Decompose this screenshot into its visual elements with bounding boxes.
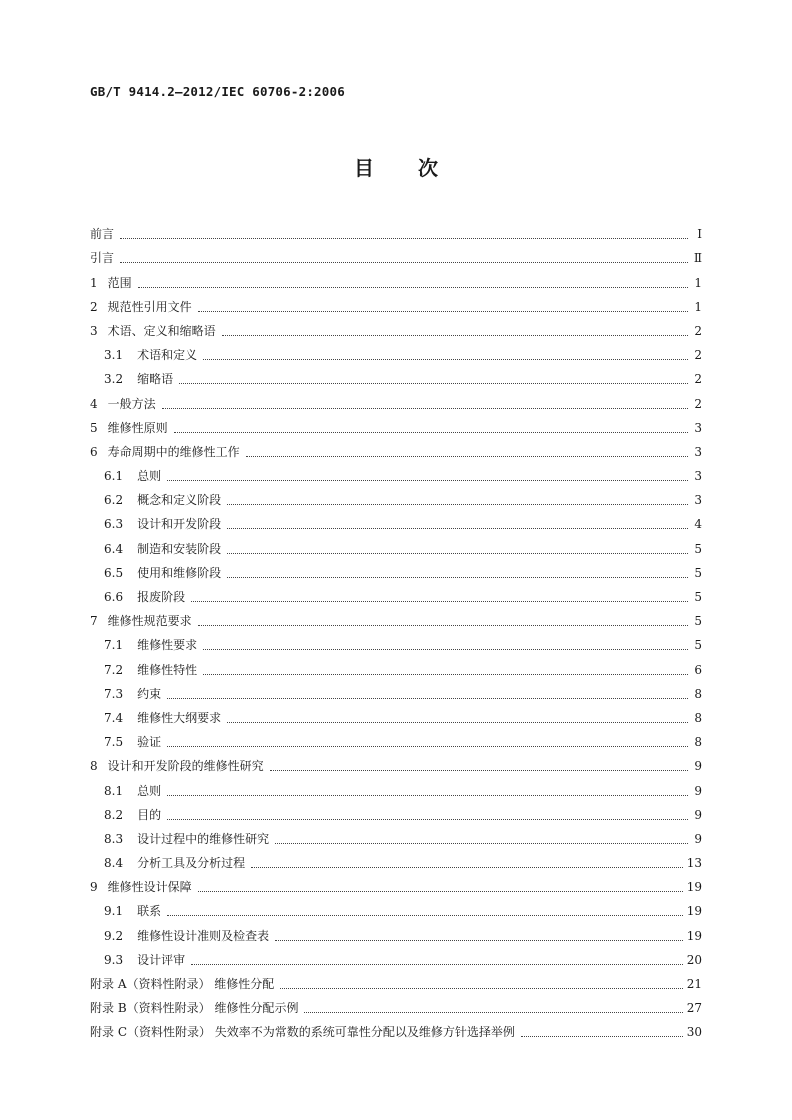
toc-entry-page: 19 <box>686 928 702 943</box>
toc-entry-page: 8 <box>694 735 702 750</box>
toc-entry-page: 9 <box>694 831 702 846</box>
toc-entry-number: 4 <box>90 396 98 411</box>
toc-entry-label <box>104 686 161 702</box>
toc-entry[interactable] <box>90 702 702 726</box>
toc-entry-number: 1 <box>90 275 98 290</box>
toc-entry-page: 3 <box>694 469 702 484</box>
toc-entry-number: 9 <box>90 880 98 895</box>
toc-entry-label <box>104 710 221 726</box>
toc-entry-number: 3.1 <box>104 348 124 363</box>
dot-leader <box>198 310 688 312</box>
toc-entry-label <box>104 662 197 678</box>
dot-leader <box>275 842 688 844</box>
toc-entry-number: 8.1 <box>104 783 124 798</box>
toc-entry[interactable] <box>90 750 702 774</box>
toc-entry-number: 7.5 <box>104 735 124 750</box>
toc-entry-number: 6 <box>90 444 98 459</box>
toc-entry-label <box>90 420 168 436</box>
toc-entry-label <box>104 565 221 581</box>
dot-leader <box>227 552 688 554</box>
toc-entry-page: 27 <box>686 1001 702 1016</box>
dot-leader <box>138 286 688 288</box>
dot-leader <box>191 600 688 602</box>
dot-leader <box>198 890 683 892</box>
toc-entry-text: 总则 <box>137 783 162 798</box>
dot-leader <box>227 721 688 723</box>
toc-entry-page: 1 <box>694 299 702 314</box>
toc-entry-label <box>104 637 197 653</box>
toc-entry-page: 5 <box>694 590 702 604</box>
dot-leader <box>162 407 688 409</box>
toc-entry-text: 前言 <box>90 227 115 242</box>
toc-entry-label <box>104 347 197 363</box>
dot-leader <box>179 382 688 384</box>
dot-leader <box>120 261 688 263</box>
toc-entry[interactable] <box>90 944 702 968</box>
toc-entry-page: 2 <box>694 396 702 411</box>
toc-entry[interactable] <box>90 436 702 460</box>
toc-entry[interactable] <box>90 774 702 798</box>
toc-entry-label <box>104 589 185 605</box>
toc-entry-page: 13 <box>686 856 702 871</box>
toc-entry[interactable] <box>90 339 702 363</box>
toc-entry[interactable] <box>90 1016 702 1040</box>
toc-entry-text: 附录 B（资料性附录） 维修性分配示例 <box>90 1001 299 1016</box>
toc-entry-label <box>104 855 245 871</box>
toc-entry-number: 7 <box>90 614 98 629</box>
toc-entry-label <box>104 492 221 508</box>
toc-entry-page: 8 <box>694 686 702 701</box>
toc-entry-text: 缩略语 <box>137 372 174 387</box>
toc-entry-label <box>104 903 161 919</box>
dot-leader <box>275 939 683 941</box>
toc-entry-page: 6 <box>694 662 702 677</box>
toc-entry-text: 术语和定义 <box>137 348 198 363</box>
dot-leader <box>246 455 688 457</box>
toc-entry-page: 3 <box>694 420 702 435</box>
toc-entry-number: 7.4 <box>104 710 124 725</box>
toc-entry[interactable] <box>90 605 702 629</box>
toc-entry[interactable] <box>90 653 702 677</box>
toc-entry-page: 30 <box>686 1025 702 1040</box>
toc-entry-label <box>90 444 240 460</box>
toc-entry-number: 9.2 <box>104 928 124 943</box>
toc-entry-label <box>104 831 269 847</box>
toc-entry-text: 报废阶段 <box>137 590 186 604</box>
toc-entry-label <box>104 807 161 823</box>
toc-entry-label <box>90 226 114 242</box>
dot-leader <box>167 479 688 481</box>
standard-code: GB/T 9414.2—2012/IEC 60706-2:2006 <box>90 84 345 99</box>
dot-leader <box>120 237 688 239</box>
toc-entry-label <box>90 976 274 992</box>
toc-entry-page: 21 <box>686 977 702 991</box>
toc-entry[interactable] <box>90 412 702 436</box>
toc-entry-label <box>90 879 192 895</box>
dot-leader <box>174 431 688 433</box>
toc-entry[interactable] <box>90 799 702 823</box>
toc-entry[interactable] <box>90 823 702 847</box>
dot-leader <box>203 673 688 675</box>
dot-leader <box>167 745 688 747</box>
toc-entry-label <box>90 613 192 629</box>
dot-leader <box>227 527 688 529</box>
toc-entry-text: 寿命周期中的维修性工作 <box>107 444 240 459</box>
toc-entry-label <box>90 323 216 339</box>
toc-entry-text: 约束 <box>137 686 162 701</box>
toc-entry-text: 维修性原则 <box>107 420 168 435</box>
toc-entry-text: 验证 <box>137 735 162 750</box>
toc-entry-number: 6.5 <box>104 565 124 580</box>
toc-entry[interactable] <box>90 532 702 556</box>
toc-entry-text: 总则 <box>137 469 162 484</box>
toc-entry-page: 3 <box>694 444 702 459</box>
toc-entry-text: 维修性设计保障 <box>107 880 192 895</box>
page-title <box>0 152 792 181</box>
toc-entry-number: 3.2 <box>104 372 124 387</box>
toc-entry-label <box>90 299 192 315</box>
toc-entry-text: 一般方法 <box>107 396 156 411</box>
toc-entry-number: 7.1 <box>104 638 124 653</box>
toc-entry[interactable] <box>90 581 702 605</box>
toc-entry-page: 5 <box>694 614 702 629</box>
toc-entry-text: 引言 <box>90 251 115 266</box>
toc-entry-text: 分析工具及分析过程 <box>137 856 246 871</box>
toc-entry-text: 附录 C（资料性附录） 失效率不为常数的系统可靠性分配以及维修方针选择举例 <box>90 1025 515 1040</box>
toc-entry[interactable] <box>90 484 702 508</box>
toc-entry-label <box>90 758 264 774</box>
toc-entry-page: 19 <box>686 880 702 895</box>
toc-entry-page: 9 <box>694 783 702 798</box>
toc-entry-number: 9.3 <box>104 952 124 967</box>
toc-entry[interactable] <box>90 726 702 750</box>
toc-entry-page: 3 <box>694 493 702 508</box>
dot-leader <box>251 866 683 868</box>
toc-entry-page: 2 <box>694 348 702 363</box>
toc-entry-text: 附录 A（资料性附录） 维修性分配 <box>90 977 275 991</box>
dot-leader <box>304 1011 682 1013</box>
toc-entry-text: 维修性设计准则及检查表 <box>137 928 270 943</box>
dot-leader <box>167 794 688 796</box>
toc-entry-page: 5 <box>694 565 702 580</box>
toc-entry-page: 19 <box>686 904 702 919</box>
toc-entry-number: 8.2 <box>104 807 124 822</box>
toc-entry-number: 3 <box>90 323 98 338</box>
toc-entry-number: 6.2 <box>104 493 124 508</box>
toc-entry-page: Ⅰ <box>697 227 702 242</box>
toc-entry-label <box>104 541 221 557</box>
toc-entry-number: 9.1 <box>104 904 124 919</box>
toc-entry[interactable] <box>90 508 702 532</box>
toc-entry-text: 设计过程中的维修性研究 <box>137 831 270 846</box>
dot-leader <box>203 648 688 650</box>
dot-leader <box>167 818 688 820</box>
toc-entry[interactable] <box>90 557 702 581</box>
toc-entry-number: 5 <box>90 420 98 435</box>
toc-entry[interactable] <box>90 968 702 992</box>
toc-entry-text: 使用和维修阶段 <box>137 565 222 580</box>
toc-entry-number: 8.3 <box>104 831 124 846</box>
title-char-2: 次 <box>418 156 438 180</box>
toc-entry-number: 2 <box>90 299 98 314</box>
toc-entry-label <box>90 396 156 412</box>
toc-entry[interactable] <box>90 629 702 653</box>
toc-entry-page: 1 <box>694 275 702 290</box>
toc-entry[interactable] <box>90 847 702 871</box>
toc-entry-label <box>104 783 161 799</box>
toc-entry-text: 维修性要求 <box>137 638 198 653</box>
toc-entry-page: Ⅱ <box>693 251 702 266</box>
toc-entry-label <box>90 1024 515 1040</box>
toc-entry[interactable] <box>90 242 702 266</box>
toc-entry-label <box>104 468 161 484</box>
toc-entry[interactable] <box>90 919 702 943</box>
dot-leader <box>227 503 688 505</box>
toc-entry-text: 概念和定义阶段 <box>137 493 222 508</box>
toc-entry-text: 范围 <box>107 275 132 290</box>
toc-entry-number: 7.3 <box>104 686 124 701</box>
dot-leader <box>521 1035 683 1037</box>
toc-entry-page: 9 <box>694 807 702 822</box>
toc-entry-label <box>90 275 132 291</box>
toc-entry-label <box>104 928 269 944</box>
dot-leader <box>167 697 688 699</box>
toc-entry[interactable] <box>90 315 702 339</box>
dot-leader <box>191 963 683 965</box>
toc-entry[interactable] <box>90 387 702 411</box>
toc-entry-label <box>104 952 185 968</box>
dot-leader <box>222 334 688 336</box>
dot-leader <box>227 576 688 578</box>
table-of-contents <box>90 218 702 1040</box>
toc-entry-text: 设计和开发阶段 <box>137 517 222 532</box>
toc-entry[interactable] <box>90 363 702 387</box>
toc-entry-page: 9 <box>694 759 702 774</box>
toc-entry-label <box>104 371 173 387</box>
toc-entry[interactable] <box>90 678 702 702</box>
toc-entry-page: 5 <box>694 638 702 653</box>
toc-entry-text: 维修性特性 <box>137 662 198 677</box>
toc-entry-number: 6.1 <box>104 469 124 484</box>
toc-entry-page: 2 <box>694 372 702 387</box>
toc-entry-text: 术语、定义和缩略语 <box>107 323 216 338</box>
toc-entry-page: 5 <box>694 541 702 556</box>
toc-entry-label <box>90 250 114 266</box>
toc-entry-text: 设计评审 <box>137 952 186 967</box>
toc-entry[interactable] <box>90 871 702 895</box>
dot-leader <box>280 987 682 989</box>
toc-entry-page: 8 <box>694 710 702 725</box>
toc-entry[interactable] <box>90 992 702 1016</box>
toc-entry-number: 8 <box>90 759 98 774</box>
toc-entry-number: 7.2 <box>104 662 124 677</box>
toc-entry-number: 6.3 <box>104 517 124 532</box>
toc-entry[interactable] <box>90 218 702 242</box>
toc-entry-text: 制造和安装阶段 <box>137 541 222 556</box>
toc-entry[interactable] <box>90 291 702 315</box>
toc-entry-text: 目的 <box>137 807 162 822</box>
toc-entry-number: 6.4 <box>104 541 124 556</box>
toc-entry-text: 联系 <box>137 904 162 919</box>
toc-entry-text: 规范性引用文件 <box>107 299 192 314</box>
dot-leader <box>203 358 688 360</box>
toc-entry-text: 维修性大纲要求 <box>137 710 222 725</box>
dot-leader <box>198 624 688 626</box>
dot-leader <box>167 914 683 916</box>
toc-entry-page: 4 <box>694 517 702 532</box>
toc-entry[interactable] <box>90 266 702 290</box>
toc-entry-number: 6.6 <box>104 590 124 604</box>
toc-entry[interactable] <box>90 895 702 919</box>
toc-entry-page: 20 <box>686 952 702 967</box>
toc-entry[interactable] <box>90 460 702 484</box>
toc-entry-label <box>90 1000 298 1016</box>
toc-entry-text: 维修性规范要求 <box>107 614 192 629</box>
toc-entry-label <box>104 516 221 532</box>
toc-entry-page: 2 <box>694 323 702 338</box>
title-char-1: 目 <box>354 156 374 180</box>
toc-entry-label <box>104 734 161 750</box>
dot-leader <box>270 769 688 771</box>
toc-entry-text: 设计和开发阶段的维修性研究 <box>107 759 264 774</box>
toc-entry-number: 8.4 <box>104 856 124 871</box>
